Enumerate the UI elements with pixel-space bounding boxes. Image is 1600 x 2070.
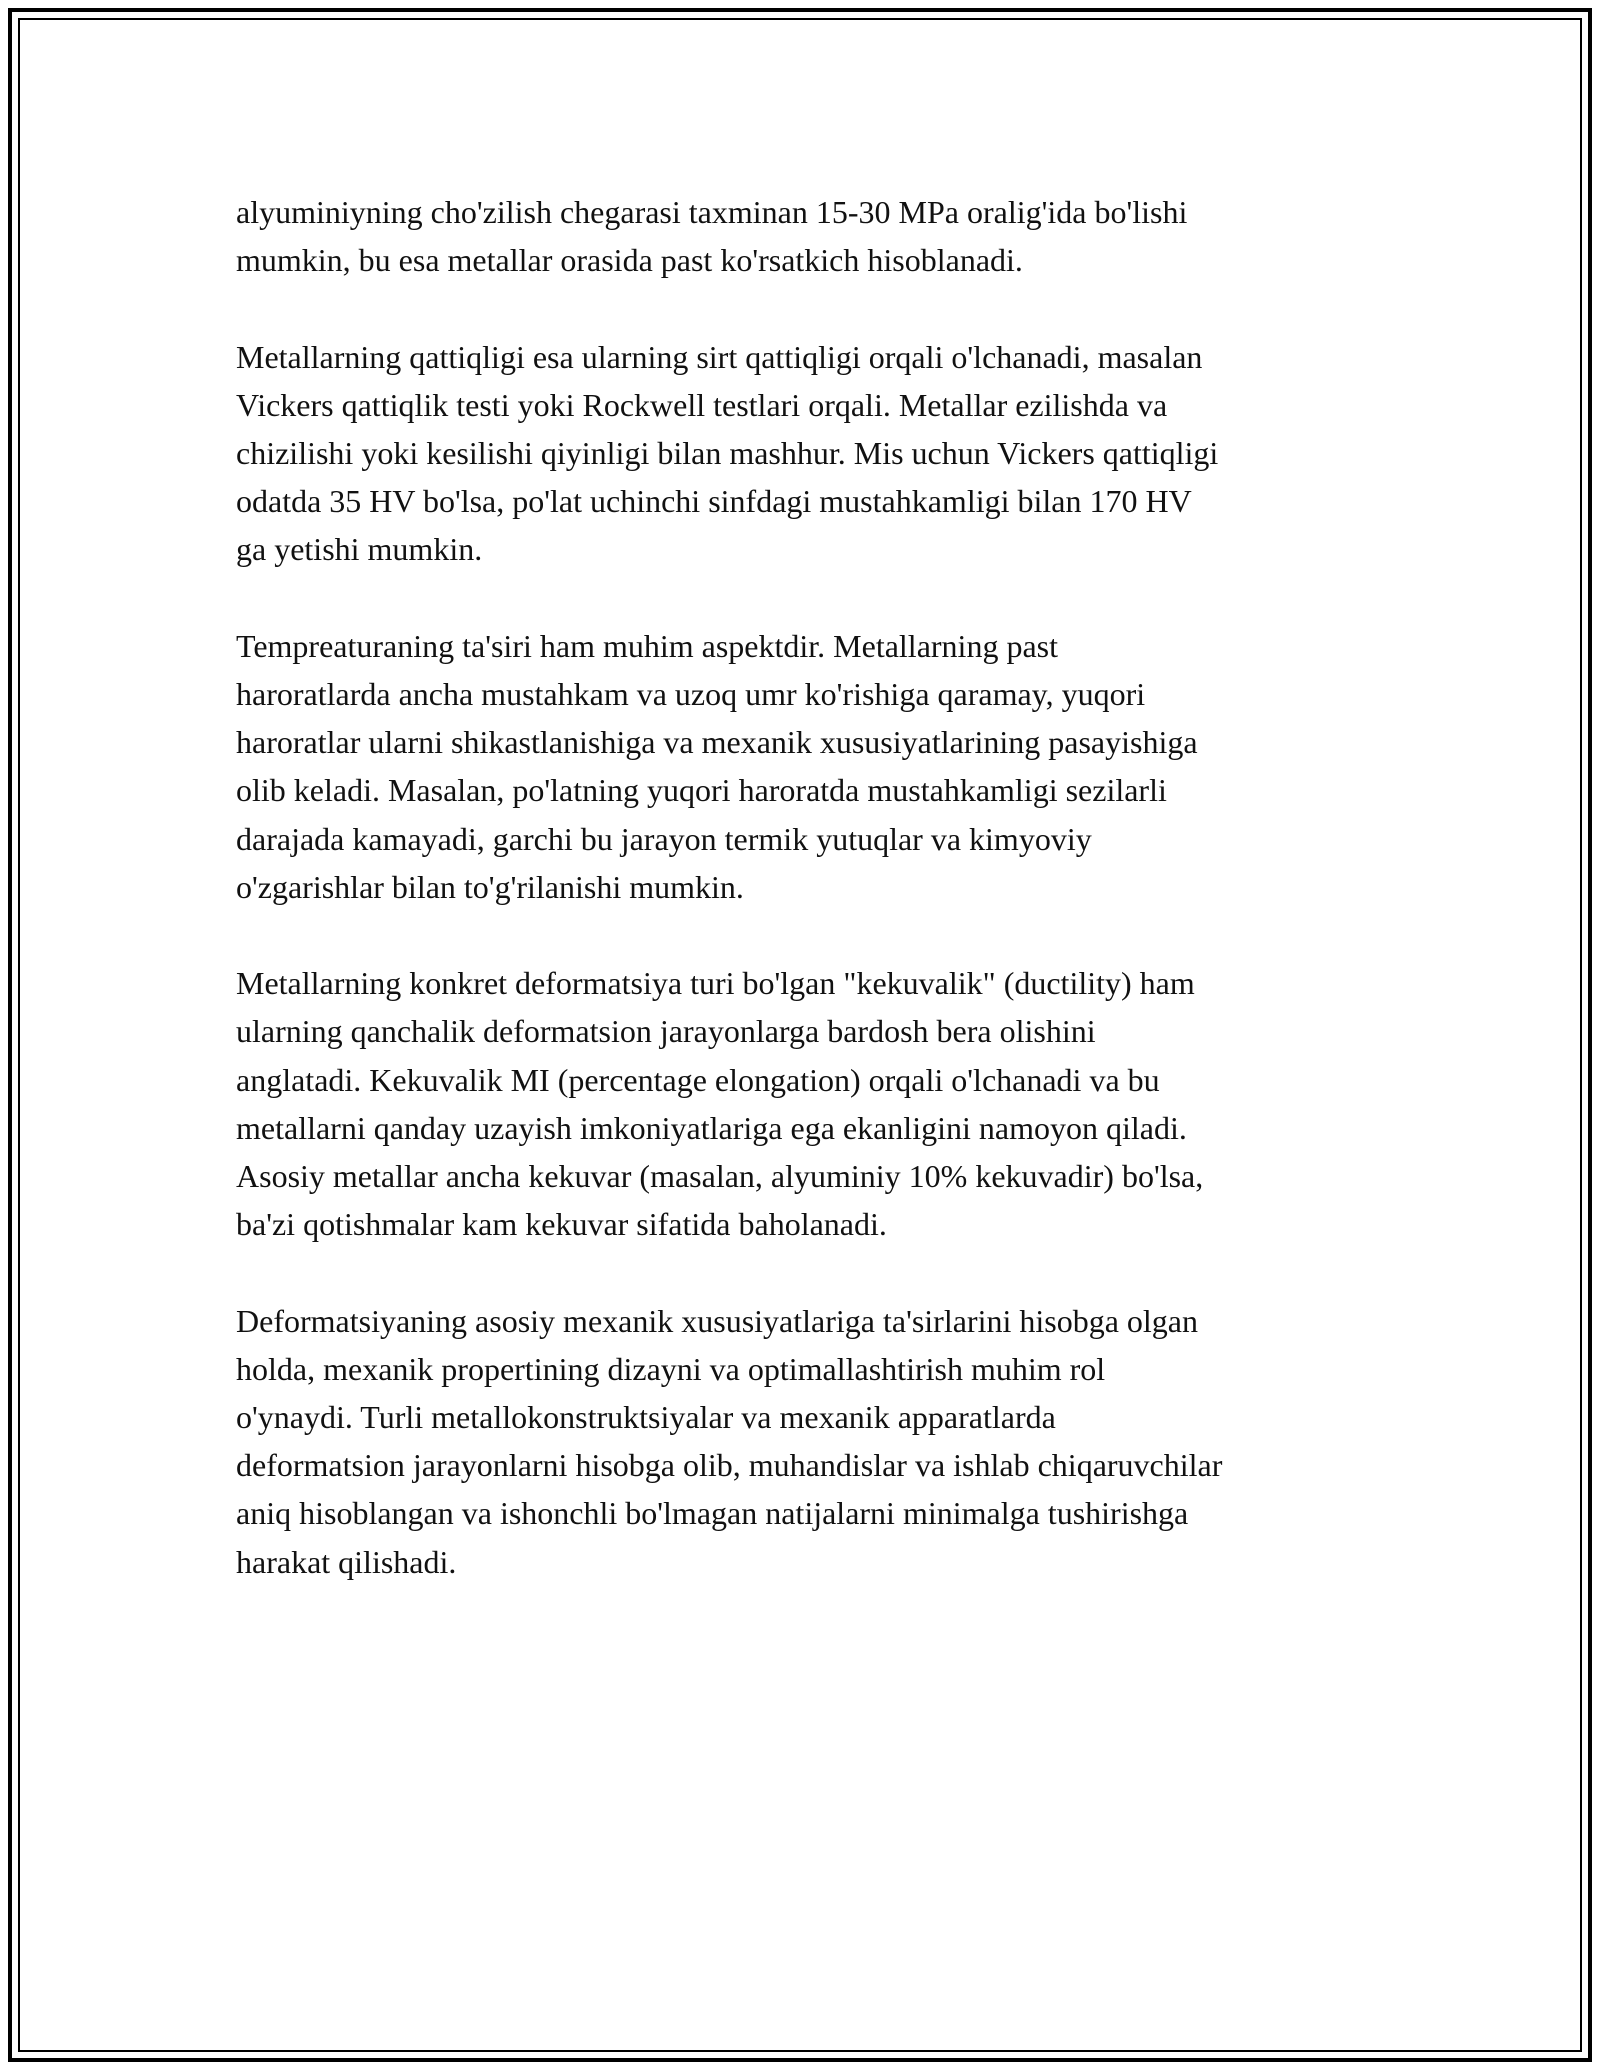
text-line: ga yetishi mumkin. <box>236 531 483 568</box>
text-line: alyuminiyning cho'zilish chegarasi taxminan 15-30 MPa oralig'ida bo'lishi <box>236 194 1188 230</box>
text-line: Vickers qattiqlik testi yoki Rockwell testlari orqali. Metallar ezilishda va <box>236 386 1168 423</box>
paragraph-2 <box>236 333 1386 574</box>
text-line: o'zgarishlar bilan to'g'rilanishi mumkin. <box>236 868 744 905</box>
paragraph-1 <box>236 188 1386 284</box>
text-line: odatda 35 HV bo'lsa, po'lat uchinchi sinfdagi mustahkamligi bilan 170 HV <box>236 483 1192 520</box>
text-line: olib keladi. Masalan, po'latning yuqori haroratda mustahkamligi sezilarli <box>236 772 1167 809</box>
text-line: metallarni qanday uzayish imkoniyatlariga ega ekanligini namoyon qiladi. <box>236 1109 1187 1146</box>
text-line: Metallarning konkret deformatsiya turi bo'lgan "kekuvalik" (ductility) ham <box>236 965 1195 1002</box>
text-line: ba'zi qotishmalar kam kekuvar sifatida baholanadi. <box>236 1206 887 1243</box>
text-line: deformatsion jarayonlarni hisobga olib, muhandislar va ishlab chiqaruvchilar <box>236 1447 1223 1484</box>
text-line: ularning qanchalik deformatsion jarayonlarga bardosh bera olishini <box>236 1013 1096 1050</box>
text-line: Deformatsiyaning asosiy mexanik xususiyatlariga ta'sirlarini hisobga olgan <box>236 1302 1198 1339</box>
text-line: Asosiy metallar ancha kekuvar (masalan, alyuminiy 10% kekuvadir) bo'lsa, <box>236 1158 1204 1195</box>
text-line: harakat qilishadi. <box>236 1543 457 1580</box>
text-line: darajada kamayadi, garchi bu jarayon termik yutuqlar va kimyoviy <box>236 820 1092 857</box>
paragraph-3 <box>236 622 1386 911</box>
paragraph-4 <box>236 959 1386 1248</box>
text-line: o'ynaydi. Turli metallokonstruktsiyalar va mexanik apparatlarda <box>236 1399 1056 1436</box>
text-line: aniq hisoblangan va ishonchli bo'lmagan natijalarni minimalga tushirishga <box>236 1495 1189 1532</box>
text-line: holda, mexanik propertining dizayni va optimallashtirish muhim rol <box>236 1350 1106 1387</box>
text-line: Tempreaturaning ta'siri ham muhim aspektdir. Metallarning past <box>236 627 1058 664</box>
text-line: mumkin, bu esa metallar orasida past ko'rsatkich hisoblanadi. <box>236 242 1023 279</box>
text-line: Metallarning qattiqligi esa ularning sirt qattiqligi orqali o'lchanadi, masalan <box>236 338 1203 375</box>
text-line: anglatadi. Kekuvalik MI (percentage elongation) orqali o'lchanadi va bu <box>236 1061 1160 1098</box>
text-line: chizilishi yoki kesilishi qiyinligi bilan mashhur. Mis uchun Vickers qattiqligi <box>236 435 1219 471</box>
text-line: haroratlarda ancha mustahkam va uzoq umr ko'rishiga qaramay, yuqori <box>236 676 1146 712</box>
document-body <box>236 188 1386 1634</box>
text-line: haroratlar ularni shikastlanishiga va mexanik xususiyatlarining pasayishiga <box>236 724 1198 761</box>
paragraph-5 <box>236 1297 1386 1586</box>
